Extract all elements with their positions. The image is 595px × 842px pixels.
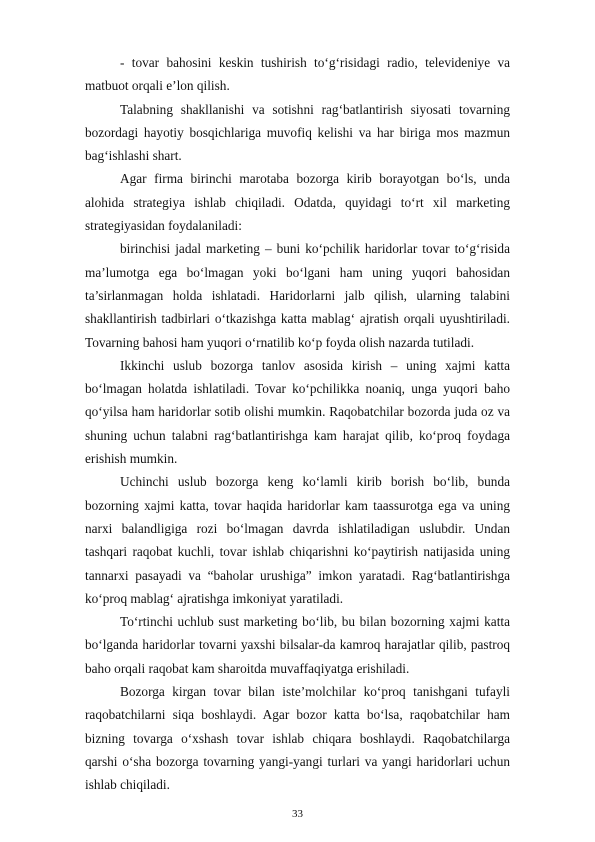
page-number: 33 — [292, 808, 303, 820]
paragraph-intensive-marketing: birinchisi jadal marketing – buni ko‘pchilik haridorlar tovar to‘g‘risida ma’lumotga ega bo‘lmagan yoki bo‘lgani ham uning yuqori bahosidan ta’sirlanmagan holda ishlatadi. Haridorlarni jalb qilish, ularning talabini shakllantirish tadbirlari o‘tkazishga katta mablag‘ ajratish orqali uyushtiriladi. Tovarning bahosi ham yuqori o‘rnatilib ko‘p foyda olish nazarda tutiladi. — [85, 241, 510, 350]
paragraph-passive-marketing: To‘rtinchi uchlub sust marketing bo‘lib, bu bilan bozorning xajmi katta bo‘lganda haridorlar tovarni yaxshi bilsalar-da kamroq harajatlar qilib, pastroq baho orqali raqobat kam sharoitda muvaffaqiyatga erishiladi. — [85, 614, 510, 676]
paragraph-demand-policy: Talabning shakllanishi va sotishni rag‘batlantirish siyosati tovarning bozordagi hayotiy bosqichlariga muvofiq kelishi va har biriga mos mazmun bag‘ishlashi shart. — [85, 101, 510, 164]
paragraph-selective-entry: Ikkinchi uslub bozorga tanlov asosida kirish – uning xajmi katta bo‘lmagan holatda ishlatiladi. Tovar ko‘pchilikka noaniq, unga yuqori baho qo‘yilsa ham haridorlar sotib olishi mumkin. Raqobatchilar bozorda juda oz va shuning uchun talabni rag‘batlantirishga kam harajat qilib, ko‘proq foydaga erishish mumkin. — [85, 357, 510, 467]
paragraph-broad-entry: Uchinchi uslub bozorga keng ko‘lamli kirib borish bo‘lib, bunda bozorning xajmi katta, tovar haqida haridorlar kam taassurotga ega va uning narxi balandligiga rozi bo‘lmagan davrda ishlatiladigan uslubdir. Undan tashqari raqobat kuchli, tovar ishlab chiqarishni ko‘paytirish natijasida uning tannarxi pasayadi va “baholar urushiga” imkon yaratadi. Rag‘batlantirishga ko‘proq mablag‘ ajratishga imkoniyat yaratiladi. — [85, 474, 510, 606]
paragraph-price-cut-announcement: - tovar bahosini keskin tushirish to‘g‘risidagi radio, televideniye va matbuot orqali e’lon qilish. — [85, 55, 510, 94]
document-page — [85, 51, 510, 797]
paragraph-competition: Bozorga kirgan tovar bilan iste’molchilar ko‘proq tanishgani tufayli raqobatchilarni siqa boshlaydi. Agar bozor katta bo‘lsa, raqobatchilar ham bizning tovarga o‘xshash tovar ishlab chiqara boshlaydi. Raqobatchilarga qarshi o‘sha bozorga tovarning yangi-yangi turlari va yangi haridorlari uchun ishlab chiqiladi. — [85, 684, 510, 793]
paragraph-market-entry-strategy: Agar firma birinchi marotaba bozorga kirib borayotgan bo‘ls, unda alohida strategiya ishlab chiqiladi. Odatda, quyidagi to‘rt xil marketing strategiyasidan foydalaniladi: — [85, 171, 510, 234]
